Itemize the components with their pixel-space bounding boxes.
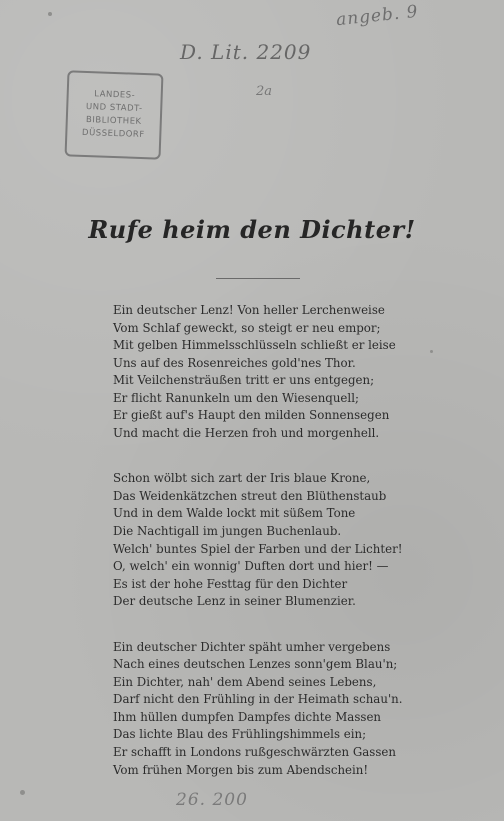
handwritten-note-top-right: angeb. 9 [335, 1, 420, 31]
poem-title: Rufe heim den Dichter! [88, 215, 416, 244]
poem-line: Welch' buntes Spiel der Farben und der Lichter! [113, 541, 403, 556]
poem-line: Das lichte Blau des Frühlingshimmels ein; [113, 727, 367, 742]
poem-body [113, 302, 413, 779]
poem-line: Uns auf des Rosenreiches gold'nes Thor. [113, 355, 356, 370]
stamp-line: DÜSSELDORF [81, 127, 145, 141]
poem-line: Das Weidenkätzchen streut den Blüthenstaub [113, 488, 387, 503]
poem-line: Nach eines deutschen Lenzes sonn'gem Blau'n; [113, 657, 398, 672]
stamp-line: UND STADT- [85, 102, 143, 114]
poem-line: Er flicht Ranunkeln um den Wiesenquell; [113, 390, 359, 405]
stanza-3 [113, 639, 413, 779]
library-stamp [65, 70, 164, 159]
poem-line: Es ist der hohe Festtag für den Dichter [113, 576, 348, 591]
handwritten-note-bottom: 26. 200 [176, 790, 248, 810]
title-divider [216, 278, 300, 279]
poem-line: Und in dem Walde lockt mit süßem Tone [113, 506, 356, 521]
poem-line: Der deutsche Lenz in seiner Blumenzier. [113, 594, 356, 609]
poem-line: Mit Veilchensträußen tritt er uns entgegen; [113, 373, 375, 388]
poem-line: Vom Schlaf geweckt, so steigt er neu empor; [113, 320, 381, 335]
handwritten-shelfmark-sub: 2a [256, 84, 273, 99]
poem-line: Und macht die Herzen froh und morgenhell. [113, 425, 380, 440]
poem-line: Vom frühen Morgen bis zum Abendschein! [113, 762, 369, 777]
poem-line: Ein deutscher Dichter späht umher vergebens [113, 639, 391, 654]
poem-line: Darf nicht den Frühling in der Heimath schau'n. [113, 692, 403, 707]
poem-line: Mit gelben Himmelsschlüsseln schließt er leise [113, 338, 396, 353]
stamp-line: LANDES- [94, 89, 136, 101]
poem-line: Er gießt auf's Haupt den milden Sonnensegen [113, 408, 390, 423]
poem-line: Die Nachtigall im jungen Buchenlaub. [113, 524, 342, 539]
poem-line: Ein Dichter, nah' dem Abend seines Lebens, [113, 674, 377, 689]
poem-line: Ihm hüllen dumpfen Dampfes dichte Massen [113, 709, 382, 724]
poem-line: Schon wölbt sich zart der Iris blaue Krone, [113, 471, 371, 486]
stanza-1 [113, 302, 413, 442]
stanza-2 [113, 470, 413, 610]
poem-line: Ein deutscher Lenz! Von heller Lerchenweise [113, 303, 385, 317]
paper-speck [20, 790, 25, 795]
poem-line: Er schafft in Londons rußgeschwärzten Gassen [113, 745, 396, 760]
paper-speck [48, 12, 52, 16]
poem-line: O, welch' ein wonnig' Duften dort und hier! — [113, 559, 389, 574]
paper-speck [430, 350, 433, 353]
stamp-line: BIBLIOTHEK [85, 115, 142, 127]
handwritten-shelfmark: D. Lit. 2209 [180, 40, 312, 64]
